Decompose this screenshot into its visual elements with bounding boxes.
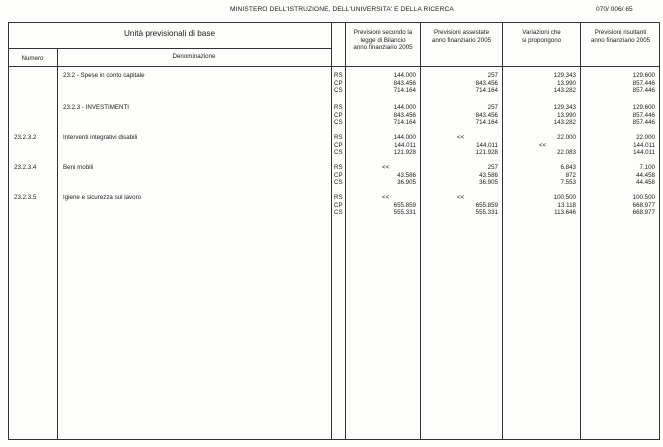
row-type: CP [334, 79, 343, 87]
row-numero: 23.2.3.5 [14, 194, 37, 201]
cell-prev-legge: 36.905 [397, 179, 416, 187]
cell-variazioni: 100.500 [553, 194, 576, 201]
cell-variazioni: << [539, 141, 547, 149]
cell-prev-assestate: 843.456 [475, 111, 498, 119]
cell-prev-risultanti: 129.600 [632, 104, 655, 111]
row-type: CS [334, 149, 343, 157]
cell-variazioni: 13.990 [557, 111, 576, 119]
page-code: 070/ 006/ 65 [596, 6, 633, 13]
cell-variazioni: 7.553 [560, 179, 576, 187]
cell-variazioni: 22.083 [557, 149, 576, 157]
cell-variazioni: 13.118 [557, 201, 576, 209]
row-type: CP [334, 141, 343, 149]
prev-risultanti-line-2: anno finanziario 2005 [590, 36, 651, 44]
cell-prev-legge: << [382, 164, 390, 171]
row-type: RS [334, 104, 343, 111]
row-numero: 23.2.3.4 [14, 164, 37, 171]
cell-prev-risultanti: 129.600 [632, 72, 655, 79]
cell-prev-legge: 144.011 [394, 141, 416, 149]
cell-prev-risultanti: 857.446 [632, 111, 655, 119]
row-type: CP [334, 171, 343, 179]
row-type: CS [334, 209, 343, 217]
cell-prev-assestate: 843.456 [475, 79, 498, 87]
cell-prev-assestate: 36.905 [479, 179, 498, 187]
row-type: CS [334, 87, 343, 95]
prev-legge-line-2: legge di Bilancio [360, 36, 406, 44]
cell-prev-assestate: 43.586 [479, 171, 498, 179]
cell-prev-assestate: << [457, 134, 465, 141]
row-denominazione: 23.2 - Spese in conto capitale [63, 72, 145, 79]
column-header-prev-legge [346, 29, 420, 52]
variazioni-line-2: si propongono [521, 36, 562, 44]
cell-prev-risultanti: 668.977 [632, 209, 655, 217]
row-numero: 23.2.3.2 [14, 134, 37, 141]
cell-prev-assestate: << [457, 194, 465, 201]
row-denominazione: Igiene e sicurezza sul lavoro [63, 194, 142, 201]
column-header-prev-risultanti [581, 29, 660, 44]
cell-prev-assestate: 257 [487, 104, 498, 111]
variazioni-line-1: Variazioni che [522, 29, 561, 36]
cell-prev-legge: 714.164 [393, 119, 416, 127]
column-header-prev-assestate [421, 29, 502, 44]
cell-prev-legge: 144.000 [393, 134, 416, 141]
cell-variazioni: 22.000 [557, 134, 576, 141]
divider-numero [57, 48, 58, 440]
cell-prev-legge: 714.164 [393, 87, 416, 95]
cell-prev-legge: << [382, 194, 390, 201]
row-type: CP [334, 111, 343, 119]
row-type: CP [334, 201, 343, 209]
row-type: RS [334, 134, 343, 141]
row-denominazione: 23.2.3 - INVESTIMENTI [63, 104, 130, 111]
cell-variazioni: 13.990 [557, 79, 576, 87]
cell-prev-risultanti: 100.500 [632, 194, 655, 201]
cell-prev-risultanti: 44.458 [636, 171, 655, 179]
header-split-line [8, 48, 331, 49]
row-denominazione: Interventi integrativi disabili [63, 134, 138, 141]
prev-assestate-line-2: anno finanziario 2005 [431, 36, 492, 44]
ministry-title: MINISTERO DELL'ISTRUZIONE, DELL'UNIVERSITA' E DELLA RICERCA [230, 6, 454, 13]
cell-variazioni: 129.343 [553, 104, 576, 111]
row-type: CS [334, 179, 343, 187]
header-bottom-line [8, 66, 660, 67]
divider-denominazione [331, 22, 332, 440]
cell-prev-assestate: 257 [487, 72, 498, 79]
cell-prev-legge: 121.928 [393, 149, 416, 157]
cell-prev-risultanti: 144.011 [633, 149, 655, 157]
prev-legge-line-3: anno finanziario 2005 [353, 44, 413, 52]
cell-prev-risultanti: 857.446 [632, 87, 655, 95]
cell-prev-assestate: 714.164 [475, 87, 498, 95]
row-denominazione: Beni mobili [63, 164, 94, 171]
prev-legge-line-1: Previsioni secondo la [353, 29, 413, 36]
prev-assestate-line-1: Previsioni assestate [433, 29, 490, 36]
row-type: RS [334, 72, 343, 79]
cell-prev-risultanti: 22.000 [636, 134, 655, 141]
cell-prev-risultanti: 857.446 [632, 119, 655, 127]
cell-prev-legge: 555.331 [393, 209, 416, 217]
cell-prev-risultanti: 668.977 [632, 201, 655, 209]
cell-prev-legge: 843.456 [393, 111, 416, 119]
cell-prev-legge: 655.859 [393, 201, 416, 209]
cell-prev-assestate: 257 [487, 164, 498, 171]
row-type: CS [334, 119, 343, 127]
cell-variazioni: 143.282 [553, 119, 576, 127]
cell-prev-risultanti: 44.458 [636, 179, 655, 187]
cell-prev-assestate: 655.859 [475, 201, 498, 209]
cell-variazioni: 6.843 [560, 164, 576, 171]
cell-prev-risultanti: 857.446 [632, 79, 655, 87]
cell-prev-legge: 144.000 [393, 72, 416, 79]
row-type: RS [334, 194, 343, 201]
document-header [0, 6, 663, 16]
cell-prev-risultanti: 7.100 [639, 164, 655, 171]
cell-prev-legge: 843.456 [393, 79, 416, 87]
column-header-numero: Numero [21, 55, 44, 62]
prev-risultanti-line-1: Previsioni risultanti [594, 29, 647, 36]
cell-prev-assestate: 121.928 [475, 149, 498, 157]
cell-prev-assestate: 144.011 [476, 141, 498, 149]
cell-prev-assestate: 714.164 [475, 119, 498, 127]
section-title: Unità previsionali di base [123, 29, 216, 38]
column-header-denominazione: Denominazione [172, 53, 216, 60]
cell-prev-assestate: 555.331 [475, 209, 498, 217]
cell-variazioni: 872 [565, 171, 576, 179]
cell-prev-legge: 144.000 [393, 104, 416, 111]
cell-variazioni: 113.646 [554, 209, 576, 217]
cell-prev-risultanti: 144.011 [633, 141, 655, 149]
column-header-variazioni [503, 29, 580, 44]
cell-prev-legge: 43.586 [397, 171, 416, 179]
cell-variazioni: 143.282 [553, 87, 576, 95]
row-type: RS [334, 164, 343, 171]
cell-variazioni: 129.343 [553, 72, 576, 79]
